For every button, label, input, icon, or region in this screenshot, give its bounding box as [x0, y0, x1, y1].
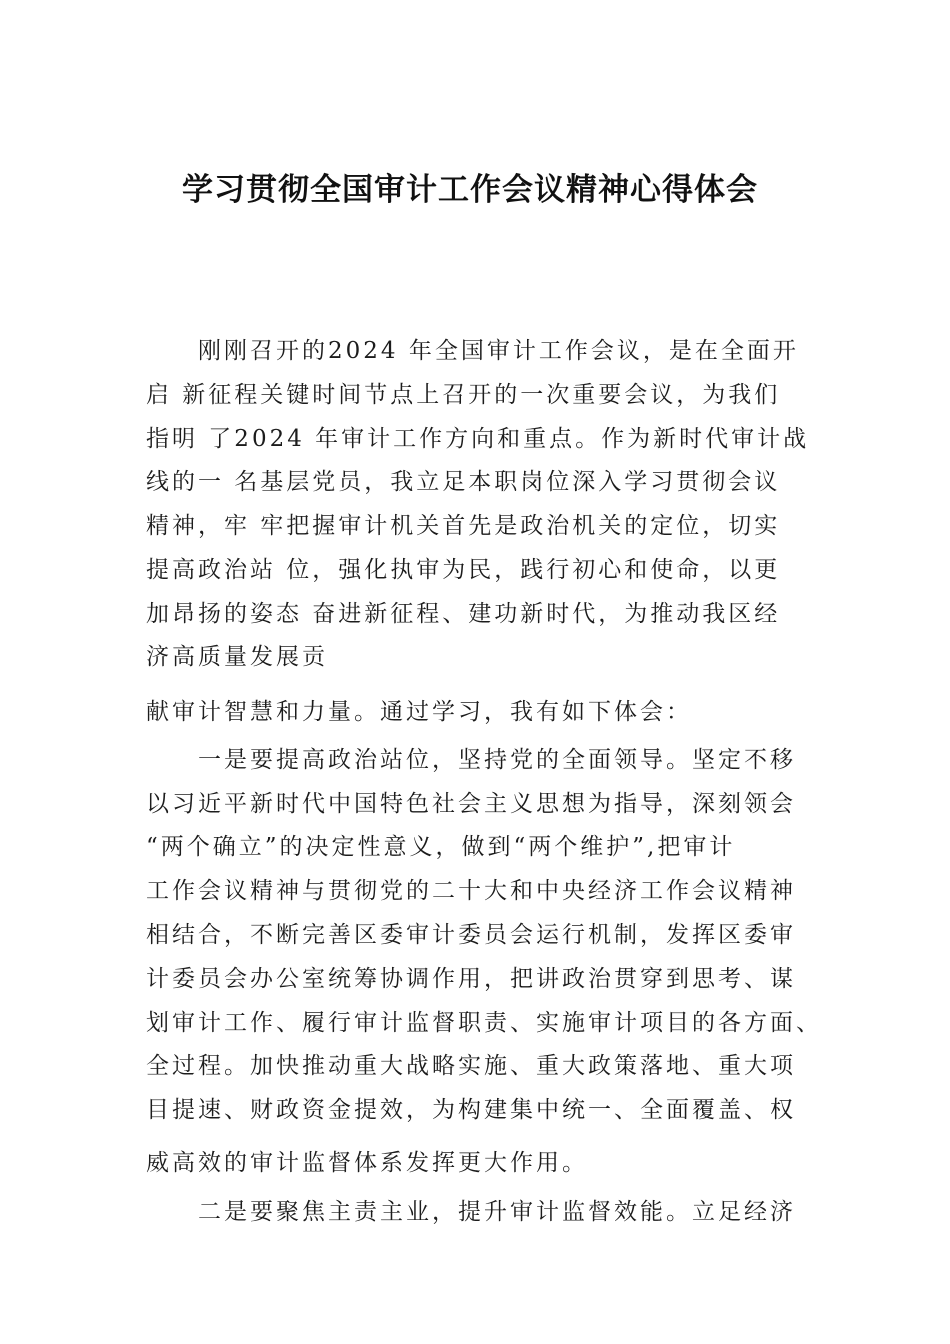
paragraph-line: 刚刚召开的2024 年全国审计工作会议，是在全面开 [146, 338, 799, 364]
paragraph-line: “两个确立”的决定性意义，做到“两个维护”,把审计 [146, 834, 736, 860]
paragraph-line: 线的一 名基层党员，我立足本职岗位深入学习贯彻会议 [146, 469, 781, 495]
paragraph-line: 计委员会办公室统筹协调作用，把讲政治贯穿到思考、谋 [146, 966, 796, 992]
paragraph-line: 献审计智慧和力量。通过学习，我有如下体会： [146, 699, 692, 725]
paragraph-line: 指明 了2024 年审计工作方向和重点。作为新时代审计战 [146, 426, 810, 452]
paragraph-line: 划审计工作、履行审计监督职责、实施审计项目的各方面、 [146, 1010, 822, 1036]
paragraph-line: 以习近平新时代中国特色社会主义思想为指导，深刻领会 [146, 791, 796, 817]
paragraph-line: 全过程。加快推动重大战略实施、重大政策落地、重大项 [146, 1053, 796, 1079]
paragraph-line: 一是要提高政治站位，坚持党的全面领导。坚定不移 [146, 747, 796, 773]
paragraph-line: 威高效的审计监督体系发挥更大作用。 [146, 1150, 588, 1176]
paragraph-line: 济高质量发展贡 [146, 644, 328, 670]
paragraph-line: 提高政治站 位，强化执审为民，践行初心和使命，以更 [146, 557, 781, 583]
paragraph-line: 加昂扬的姿态 奋进新征程、建功新时代，为推动我区经 [146, 601, 781, 627]
paragraph-line: 工作会议精神与贯彻党的二十大和中央经济工作会议精神 [146, 878, 796, 904]
document-title: 学习贯彻全国审计工作会议精神心得体会 [182, 172, 758, 208]
paragraph-line: 目提速、财政资金提效，为构建集中统一、全面覆盖、权 [146, 1097, 796, 1123]
paragraph-line: 精神，牢 牢把握审计机关首先是政治机关的定位，切实 [146, 513, 781, 539]
paragraph-line: 二是要聚焦主责主业，提升审计监督效能。立足经济 [146, 1199, 796, 1225]
paragraph-line: 启 新征程关键时间节点上召开的一次重要会议，为我们 [146, 382, 781, 408]
paragraph-line: 相结合，不断完善区委审计委员会运行机制，发挥区委审 [146, 922, 796, 948]
